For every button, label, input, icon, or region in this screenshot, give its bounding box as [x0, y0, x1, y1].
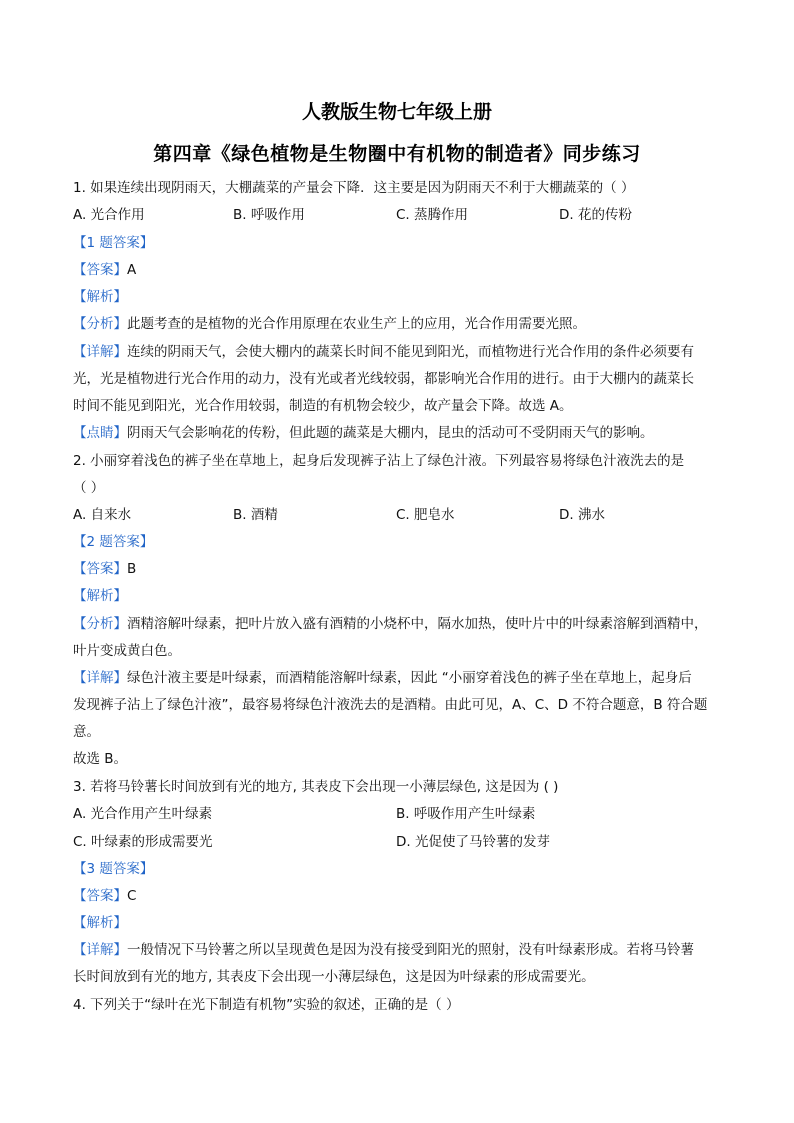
fenxi-text: 酒精溶解叶绿素，把叶片放入盛有酒精的小烧杯中，隔水加热，使叶片中的叶绿素溶解到酒精中，	[127, 616, 708, 632]
fenxi-label: 【分析】	[73, 616, 127, 632]
q2-conclusion: 故选 B。	[73, 751, 128, 767]
q2-fenxi-line-2: 叶片变成黄白色。	[73, 643, 181, 659]
document-title: 人教版生物七年级上册	[301, 101, 492, 123]
q2-option-a: A. 自来水	[73, 507, 132, 523]
q3-analysis-label: 【解析】	[73, 915, 127, 931]
q3-xiangjie-line-1	[73, 940, 694, 960]
document-subtitle: 第四章《绿色植物是生物圈中有机物的制造者》同步练习	[153, 143, 641, 165]
q1-xiangjie-line-2: 光，光是植物进行光合作用的动力，没有光或者光线较弱，都影响光合作用的进行。由于大棚内的蔬菜长	[73, 371, 694, 387]
q2-answer-tag: 【2 题答案】	[73, 534, 154, 550]
question-3-stem: 3. 若将马铃薯长时间放到有光的地方, 其表皮下会出现一小薄层绿色, 这是因为 ( )	[73, 779, 559, 795]
q1-answer	[73, 260, 136, 280]
q2-fenxi-line-1	[73, 614, 708, 634]
q2-xiangjie-line-2: 发现裤子沾上了绿色汁液”，最容易将绿色汁液洗去的是酒精。由此可见，A、C、D 不符合题意，B 符合题	[73, 697, 708, 713]
q3-option-b: B. 呼吸作用产生叶绿素	[396, 806, 536, 822]
q2-analysis-label: 【解析】	[73, 588, 127, 604]
dianjing-text: 阴雨天气会影响花的传粉，但此题的蔬菜是大棚内，昆虫的活动可不受阴雨天气的影响。	[127, 425, 654, 441]
q2-option-b: B. 酒精	[233, 507, 278, 523]
answer-value: B	[127, 561, 137, 577]
fenxi-text: 此题考查的是植物的光合作用原理在农业生产上的应用，光合作用需要光照。	[127, 316, 586, 332]
q1-option-b: B. 呼吸作用	[233, 207, 305, 223]
q3-answer	[73, 886, 136, 906]
q2-xiangjie-line-1	[73, 668, 692, 688]
dianjing-label: 【点睛】	[73, 425, 127, 441]
q1-fenxi	[73, 314, 586, 334]
q2-option-d: D. 沸水	[559, 507, 605, 523]
answer-label: 【答案】	[73, 561, 127, 577]
answer-value: C	[127, 888, 137, 904]
q1-answer-tag: 【1 题答案】	[73, 235, 154, 251]
q3-answer-tag: 【3 题答案】	[73, 861, 154, 877]
q2-option-c: C. 肥皂水	[396, 507, 455, 523]
q3-option-c: C. 叶绿素的形成需要光	[73, 834, 213, 850]
answer-label: 【答案】	[73, 888, 127, 904]
q1-option-a: A. 光合作用	[73, 207, 145, 223]
xiangjie-label: 【详解】	[73, 670, 127, 686]
xiangjie-text: 绿色汁液主要是叶绿素，而酒精能溶解叶绿素，因此 “小丽穿着浅色的裤子坐在草地上，起身后	[127, 670, 692, 686]
answer-value: A	[127, 262, 137, 278]
q3-option-a: A. 光合作用产生叶绿素	[73, 806, 213, 822]
q1-dianjing	[73, 423, 654, 443]
xiangjie-text: 连续的阴雨天气，会使大棚内的蔬菜长时间不能见到阳光，而植物进行光合作用的条件必须要有	[127, 344, 694, 360]
q2-xiangjie-line-3: 意。	[73, 724, 100, 740]
xiangjie-text: 一般情况下马铃薯之所以呈现黄色是因为没有接受到阳光的照射，没有叶绿素形成。若将马铃薯	[127, 942, 694, 958]
q1-option-d: D. 花的传粉	[559, 207, 632, 223]
q2-answer	[73, 559, 136, 579]
q1-xiangjie-line-1	[73, 342, 694, 362]
q1-analysis-label: 【解析】	[73, 289, 127, 305]
q3-xiangjie-line-2: 长时间放到有光的地方, 其表皮下会出现一小薄层绿色，这是因为叶绿素的形成需要光。	[73, 969, 595, 985]
question-2-stem-line-1: 2. 小丽穿着浅色的裤子坐在草地上，起身后发现裤子沾上了绿色汁液。下列最容易将绿色汁液洗去的是	[73, 453, 685, 469]
q3-option-d: D. 光促使了马铃薯的发芽	[396, 834, 550, 850]
q1-xiangjie-line-3: 时间不能见到阳光，光合作用较弱，制造的有机物会较少，故产量会下降。故选 A。	[73, 398, 573, 414]
answer-label: 【答案】	[73, 262, 127, 278]
fenxi-label: 【分析】	[73, 316, 127, 332]
question-2-stem-line-2: （ ）	[73, 480, 105, 496]
question-4-stem: 4. 下列关于“绿叶在光下制造有机物”实验的叙述，正确的是（ ）	[73, 997, 460, 1013]
q1-option-c: C. 蒸腾作用	[396, 207, 469, 223]
xiangjie-label: 【详解】	[73, 344, 127, 360]
xiangjie-label: 【详解】	[73, 942, 127, 958]
question-1-stem: 1. 如果连续出现阴雨天，大棚蔬菜的产量会下降．这主要是因为阴雨天不利于大棚蔬菜的（ ）	[73, 180, 635, 196]
